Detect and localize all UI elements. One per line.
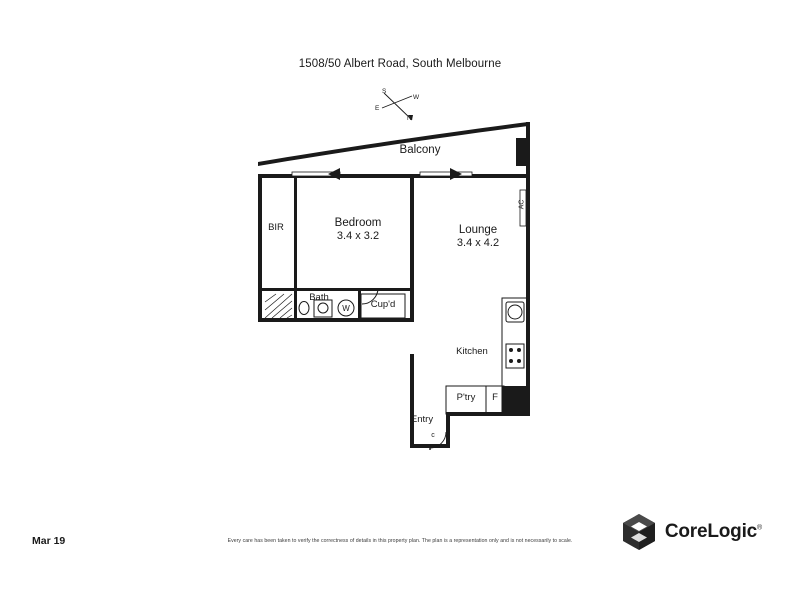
page-title: 1508/50 Albert Road, South Melbourne <box>298 58 502 70</box>
label-bir: BIR <box>268 222 284 233</box>
compass-label-west: W <box>413 94 420 101</box>
compass-label-south: S <box>382 88 387 95</box>
label-washer: W <box>342 304 350 313</box>
room-label-lounge: Lounge 3.4 x 4.2 <box>456 224 500 250</box>
disclaimer-text: Every care has been taken to verify the correctness of details in this property plan. The plan is a representation only and is not necessarily to scale. <box>227 538 573 544</box>
corelogic-brand <box>621 512 762 552</box>
room-label-balcony: Balcony <box>399 144 441 156</box>
room-label-bedroom: Bedroom 3.4 x 3.2 <box>334 217 382 243</box>
date-stamp: Mar 19 <box>32 535 66 547</box>
room-label-entry: Entry <box>410 414 434 425</box>
label-ac: AC <box>518 199 526 210</box>
floorplan-walls <box>250 118 550 458</box>
room-label-kitchen: Kitchen <box>456 346 488 357</box>
label-pantry: P'try <box>456 392 476 403</box>
label-cupboard: Cup'd <box>370 299 396 310</box>
floorplan-drawing <box>250 118 550 458</box>
compass-label-north: N <box>407 115 412 122</box>
compass-label-east: E <box>375 105 380 112</box>
corelogic-logo-icon <box>621 512 657 552</box>
brand-name: CoreLogic® <box>664 521 762 542</box>
label-entry-door: c <box>431 432 435 439</box>
label-fridge: F <box>492 392 498 403</box>
brand-trademark: ® <box>757 524 762 532</box>
room-label-bath: Bath <box>309 292 329 303</box>
